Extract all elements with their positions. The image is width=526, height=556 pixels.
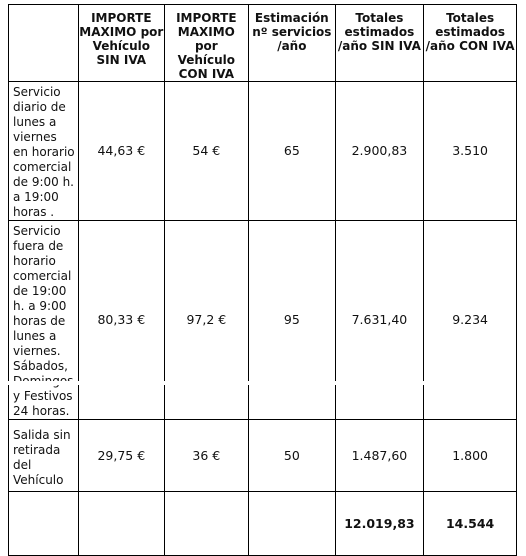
row-total-sin-iva: 2.900,83: [335, 82, 424, 221]
row-importe-con-iva: 54 €: [164, 82, 248, 221]
header-estimacion: Estimación nº servicios /año: [249, 5, 336, 82]
row-importe-sin-iva: 29,75 €: [79, 420, 165, 492]
totals-blank: [164, 492, 248, 556]
row-importe-sin-iva: 80,33 €: [79, 221, 165, 420]
header-totales-con-iva: Totales estimados /año CON IVA: [424, 5, 517, 82]
row-total-sin-iva: 1.487,60: [335, 420, 424, 492]
table-row: [9, 420, 517, 492]
row-description: Servicio diario de lunes a viernes en horario comercial de 9:00 h. a 19:00 horas .: [9, 82, 79, 221]
row-importe-con-iva: 36 €: [164, 420, 248, 492]
totals-blank: [79, 492, 165, 556]
totals-blank: [249, 492, 336, 556]
row-importe-con-iva: 97,2 €: [164, 221, 248, 420]
row-total-con-iva: 3.510: [424, 82, 517, 221]
header-totales-sin-iva: Totales estimados /año SIN IVA: [335, 5, 424, 82]
row-total-con-iva: 9.234: [424, 221, 517, 420]
tariff-table: [8, 4, 517, 556]
row-total-sin-iva: 7.631,40: [335, 221, 424, 420]
totals-row: [9, 492, 517, 556]
row-estimacion: 50: [249, 420, 336, 492]
section-gap: [8, 381, 516, 385]
row-estimacion: 65: [249, 82, 336, 221]
header-importe-con-iva: IMPORTE MAXIMO por Vehículo CON IVA: [164, 5, 248, 82]
header-importe-sin-iva: IMPORTE MAXIMO por Vehículo SIN IVA: [79, 5, 165, 82]
table-row: [9, 82, 517, 221]
header-row: [9, 5, 517, 82]
row-total-con-iva: 1.800: [424, 420, 517, 492]
grand-total-con-iva: 14.544: [424, 492, 517, 556]
row-description: Servicio fuera de horario comercial de 19:00 h. a 9:00 horas de lunes a viernes. Sábados, y Festivos 24 horas.: [9, 221, 79, 420]
header-blank: [9, 5, 79, 82]
grand-total-sin-iva: 12.019,83: [335, 492, 424, 556]
row-estimacion: 95: [249, 221, 336, 420]
row-importe-sin-iva: 44,63 €: [79, 82, 165, 221]
row-description: Salida sin retirada del Vehículo: [9, 420, 79, 492]
table-row: [9, 221, 517, 420]
totals-blank: [9, 492, 79, 556]
